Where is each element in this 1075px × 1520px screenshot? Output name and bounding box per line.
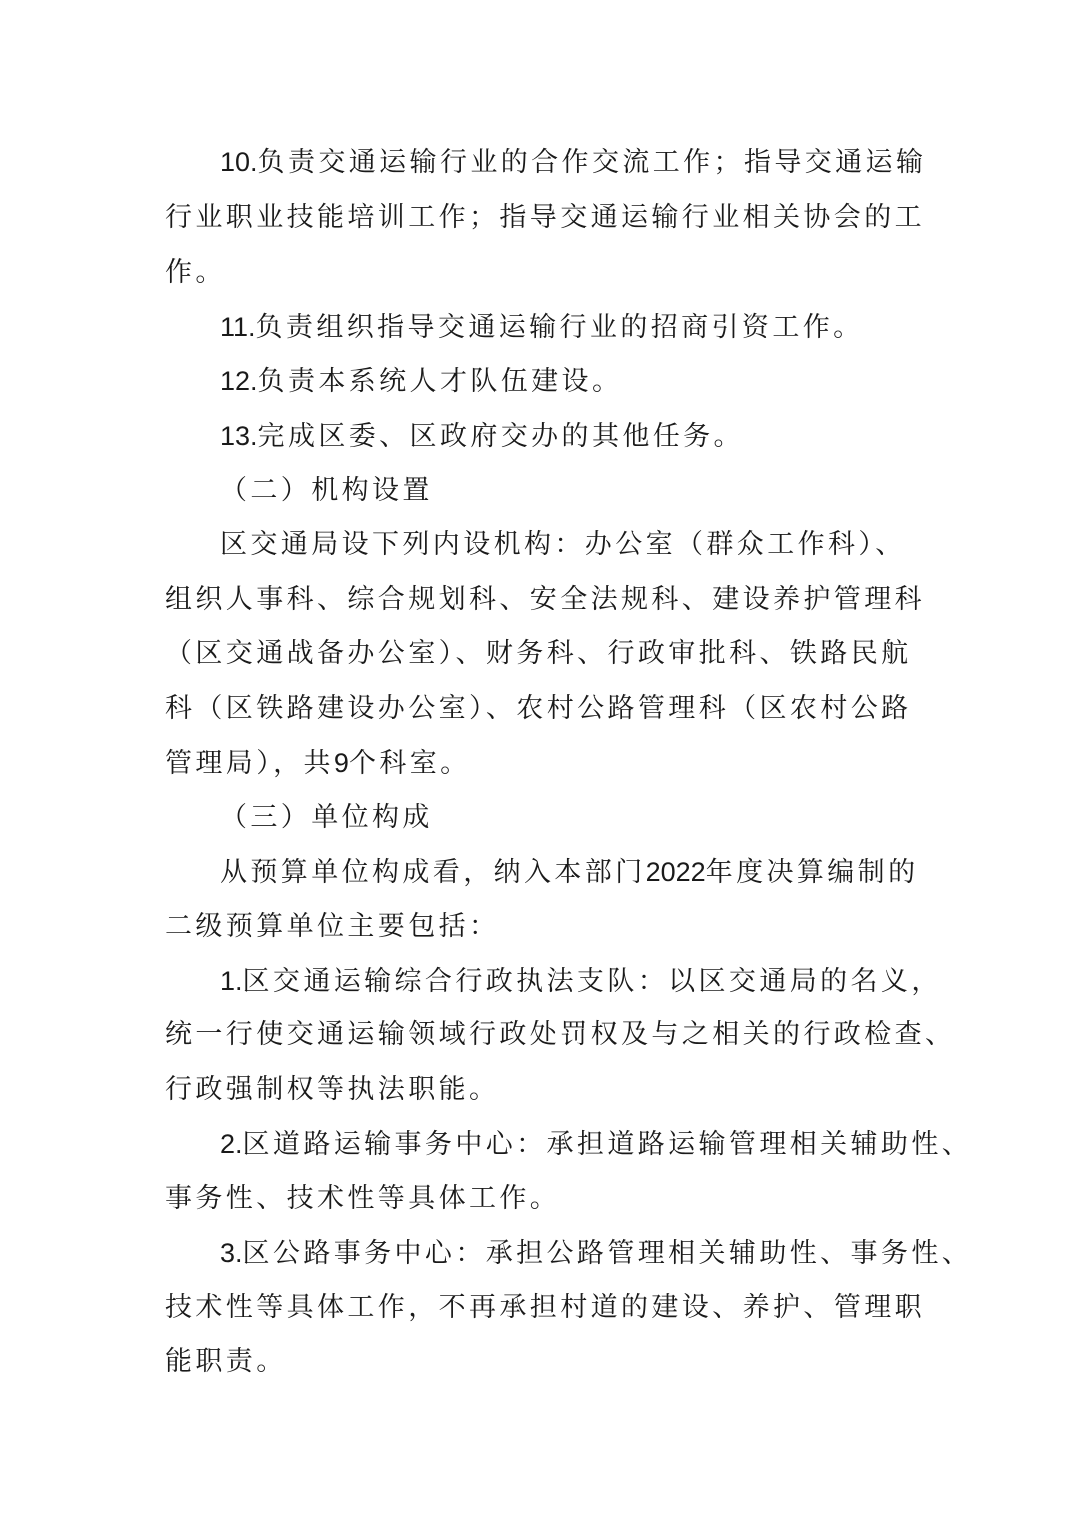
paragraph-line: 2.区道路运输事务中心：承担道路运输管理相关辅助性、 [220, 1129, 973, 1160]
paragraph-line: 区交通局设下列内设机构：办公室（群众工作科）、 [220, 529, 906, 560]
paragraph-line: 行业职业技能培训工作；指导交通运输行业相关协会的工 [165, 202, 925, 233]
section-heading: （二）机构设置 [220, 475, 433, 506]
paragraph-line: （区交通战备办公室）、财务科、行政审批科、铁路民航 [165, 638, 912, 669]
paragraph-line: 13.完成区委、区政府交办的其他任务。 [220, 421, 744, 452]
paragraph-line: 12.负责本系统人才队伍建设。 [220, 366, 623, 397]
paragraph-line: 行政强制权等执法职能。 [165, 1074, 500, 1105]
paragraph-line: 10.负责交通运输行业的合作交流工作；指导交通运输 [220, 147, 927, 178]
paragraph-line: 统一行使交通运输领域行政处罚权及与之相关的行政检查、 [165, 1019, 956, 1050]
paragraph-line: 事务性、技术性等具体工作。 [165, 1183, 561, 1214]
paragraph-line: 能职责。 [165, 1346, 287, 1377]
paragraph-line: 管理局），共9个科室。 [165, 748, 471, 779]
paragraph-line: 二级预算单位主要包括： [165, 911, 500, 942]
paragraph-line: 11.负责组织指导交通运输行业的招商引资工作。 [220, 312, 864, 343]
paragraph-line: 作。 [165, 257, 226, 288]
paragraph-line: 从预算单位构成看，纳入本部门2022年度决算编制的 [220, 857, 919, 888]
section-heading: （三）单位构成 [220, 802, 433, 833]
paragraph-line: 技术性等具体工作，不再承担村道的建设、养护、管理职 [165, 1292, 925, 1323]
paragraph-line: 1.区交通运输综合行政执法支队：以区交通局的名义， [220, 966, 942, 997]
paragraph-line: 科（区铁路建设办公室）、农村公路管理科（区农村公路 [165, 693, 912, 724]
paragraph-line: 3.区公路事务中心：承担公路管理相关辅助性、事务性、 [220, 1238, 973, 1269]
paragraph-line: 组织人事科、综合规划科、安全法规科、建设养护管理科 [165, 584, 925, 615]
